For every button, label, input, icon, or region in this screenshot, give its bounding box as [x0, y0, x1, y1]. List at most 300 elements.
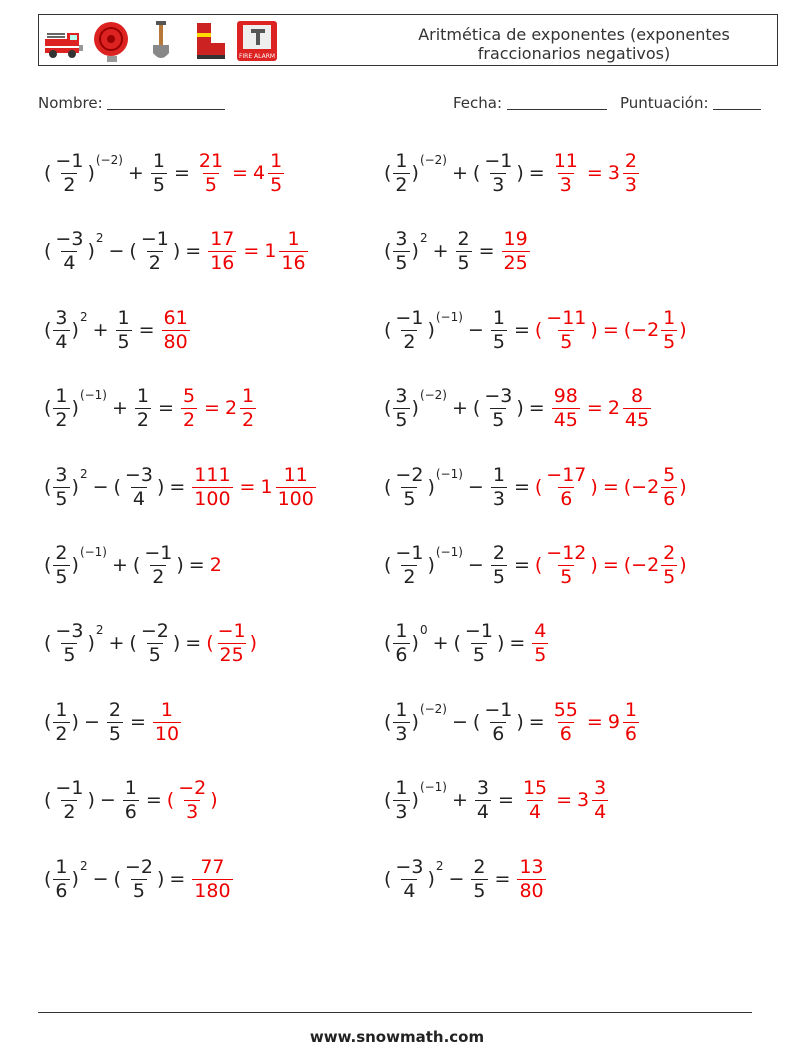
operator: = — [158, 397, 174, 419]
denominator: 5 — [492, 408, 505, 431]
text: ) — [71, 711, 79, 733]
denominator: 80 — [163, 330, 188, 353]
numerator: 3 — [395, 227, 408, 250]
fraction — [393, 463, 425, 510]
numerator: 61 — [163, 306, 188, 329]
fraction — [208, 227, 236, 274]
answer — [206, 227, 309, 274]
denominator: 5 — [472, 643, 485, 666]
problem-item — [44, 221, 310, 281]
exponent: (−2) — [95, 153, 123, 167]
fraction — [276, 463, 316, 510]
denominator: 16 — [281, 251, 306, 274]
text: ) — [590, 554, 598, 576]
numerator: 4 — [534, 619, 547, 642]
fraction — [393, 149, 409, 196]
numerator: 1 — [395, 149, 408, 172]
exponent: 2 — [435, 859, 444, 873]
fraction — [216, 619, 248, 666]
denominator: 25 — [503, 251, 528, 274]
problem-item — [384, 613, 550, 673]
denominator: 6 — [559, 722, 572, 745]
fraction — [393, 306, 425, 353]
answer — [206, 619, 258, 666]
numerator: 1 — [55, 384, 68, 407]
denominator: 6 — [395, 643, 408, 666]
answer — [190, 463, 318, 510]
fraction — [53, 463, 69, 510]
answer — [160, 306, 192, 353]
numerator: 19 — [503, 227, 528, 250]
whole-number: 1 — [260, 476, 273, 498]
text: ( — [44, 868, 52, 890]
operator: = — [528, 397, 545, 419]
denominator: 16 — [210, 251, 235, 274]
exponent: 2 — [79, 310, 88, 324]
date-blank[interactable] — [507, 109, 607, 110]
operator: = — [494, 868, 511, 890]
numerator: 1 — [124, 776, 137, 799]
fraction — [181, 384, 197, 431]
score-field — [620, 94, 761, 112]
fraction — [393, 384, 409, 431]
problem-item — [44, 849, 235, 909]
text: ( — [472, 711, 481, 733]
denominator: 2 — [182, 408, 196, 431]
fraction — [53, 541, 69, 588]
fraction — [456, 227, 472, 274]
fraction — [482, 698, 514, 745]
denominator: 5 — [395, 408, 408, 431]
denominator: 5 — [204, 173, 217, 196]
denominator: 5 — [55, 565, 68, 588]
fraction — [393, 541, 425, 588]
numerator: 5 — [663, 463, 676, 486]
operator: − — [83, 711, 100, 733]
fraction — [491, 306, 507, 353]
denominator: 2 — [136, 408, 150, 431]
denominator: 3 — [492, 487, 505, 510]
text: ) — [411, 789, 419, 811]
fraction — [151, 149, 167, 196]
problem-item — [384, 378, 653, 438]
problem-item — [384, 457, 687, 517]
denominator: 80 — [519, 879, 544, 902]
numerator: 3 — [55, 463, 68, 486]
denominator: 2 — [63, 173, 76, 196]
numerator: −1 — [395, 306, 424, 329]
fraction — [544, 463, 588, 510]
numerator: 77 — [200, 855, 225, 878]
worksheet-header — [38, 14, 778, 66]
fire-boot-icon — [187, 19, 231, 63]
fraction — [661, 541, 677, 588]
text: ( — [166, 789, 175, 811]
numerator: −3 — [395, 855, 424, 878]
text: ) — [516, 397, 524, 419]
denominator: 4 — [63, 251, 76, 274]
denominator: 5 — [492, 330, 505, 353]
fraction — [53, 306, 69, 353]
numerator: 2 — [492, 541, 505, 564]
problem-item — [44, 770, 218, 830]
denominator: 5 — [560, 330, 573, 353]
answer — [530, 619, 550, 666]
numerator: −11 — [546, 306, 587, 329]
text: ) — [172, 240, 181, 262]
denominator: 5 — [132, 879, 145, 902]
denominator: 2 — [403, 565, 416, 588]
denominator: 2 — [152, 565, 165, 588]
text: ( — [206, 632, 214, 654]
text: ( — [129, 632, 137, 654]
answer — [500, 227, 532, 274]
text: ( — [113, 476, 121, 498]
denominator: 5 — [395, 251, 408, 274]
fraction — [661, 306, 677, 353]
exponent: (−1) — [435, 467, 463, 481]
answer — [151, 698, 183, 745]
text: ) — [679, 554, 687, 576]
denominator: 5 — [403, 487, 416, 510]
exponent: (−1) — [79, 545, 107, 559]
denominator: 5 — [457, 251, 470, 274]
text: ( — [384, 554, 392, 576]
text: ( — [44, 476, 52, 498]
text: ) — [156, 476, 165, 498]
answer — [515, 855, 547, 902]
text: ( — [44, 711, 52, 733]
operator: + — [432, 240, 449, 262]
fraction — [623, 149, 639, 196]
whole-number: 2 — [607, 397, 620, 419]
text: ) — [71, 476, 79, 498]
denominator: 5 — [55, 487, 68, 510]
operator: = — [513, 476, 530, 498]
text: ) — [71, 319, 79, 341]
text: ( — [384, 162, 392, 184]
text: ( — [534, 554, 543, 576]
fire-truck-icon — [43, 19, 87, 63]
operator: + — [452, 789, 468, 811]
numerator: 21 — [198, 149, 224, 172]
operator: = — [188, 554, 205, 576]
denominator: 100 — [194, 487, 231, 510]
denominator: 5 — [534, 643, 547, 666]
denominator: 3 — [395, 800, 408, 823]
fraction — [53, 698, 69, 745]
numerator: −17 — [546, 463, 587, 486]
operator: = — [243, 240, 260, 262]
numerator: 98 — [553, 384, 578, 407]
operator: = — [586, 711, 603, 733]
operator: = — [509, 632, 526, 654]
operator: + — [108, 632, 125, 654]
fraction — [552, 698, 580, 745]
problem-item — [384, 300, 687, 360]
fraction — [491, 541, 507, 588]
numerator: −12 — [546, 541, 587, 564]
problem-item — [44, 613, 257, 673]
problem-item — [384, 770, 610, 830]
text: ( — [44, 554, 52, 576]
answer — [550, 698, 641, 745]
operator: = — [478, 240, 495, 262]
text: ) — [172, 632, 181, 654]
denominator: 2 — [395, 173, 408, 196]
text: ) — [249, 632, 258, 654]
text: ( — [44, 162, 52, 184]
text: ( — [384, 711, 392, 733]
text: ) — [411, 397, 419, 419]
denominator: 3 — [186, 800, 199, 823]
numerator: 2 — [457, 227, 470, 250]
fraction — [139, 619, 171, 666]
fraction — [552, 384, 580, 431]
text: ) — [87, 789, 95, 811]
operator: − — [99, 789, 116, 811]
numerator: −2 — [140, 619, 169, 642]
operator: = — [239, 476, 256, 498]
exponent: (−1) — [79, 388, 107, 402]
fraction — [53, 149, 85, 196]
text: ( — [384, 632, 392, 654]
operator: + — [112, 397, 128, 419]
numerator: −1 — [55, 149, 84, 172]
text: ( — [44, 319, 52, 341]
denominator: 5 — [560, 565, 573, 588]
numerator: −3 — [55, 227, 84, 250]
answer — [550, 149, 641, 196]
numerator: 1 — [492, 306, 505, 329]
answer — [550, 384, 653, 431]
text: ( — [384, 240, 392, 262]
denominator: 6 — [55, 879, 68, 902]
fraction — [661, 463, 677, 510]
fraction — [502, 227, 530, 274]
fraction — [475, 776, 491, 823]
numerator: −2 — [124, 855, 153, 878]
exponent: (−1) — [419, 780, 447, 794]
exponent: 2 — [419, 231, 428, 245]
text: ( — [534, 319, 543, 341]
operator: = — [513, 554, 530, 576]
name-blank[interactable] — [107, 109, 225, 110]
whole-number: 3 — [577, 789, 590, 811]
header-icons — [43, 19, 279, 63]
fraction — [471, 855, 487, 902]
shovel-icon — [139, 19, 183, 63]
operator: = — [173, 162, 190, 184]
fraction — [53, 384, 69, 431]
numerator: 1 — [55, 698, 68, 721]
text: ) — [411, 632, 419, 654]
text: ( — [44, 240, 52, 262]
exponent: 2 — [95, 623, 104, 637]
numerator: −1 — [484, 149, 513, 172]
score-blank[interactable] — [713, 109, 761, 110]
text: ) — [516, 711, 524, 733]
operator: − — [467, 476, 484, 498]
problem-item — [384, 849, 548, 909]
numerator: 1 — [270, 149, 283, 172]
text: ) — [679, 476, 687, 498]
fraction — [268, 149, 284, 196]
fraction — [176, 776, 208, 823]
fraction — [482, 149, 514, 196]
numerator: 11 — [283, 463, 308, 486]
denominator: 5 — [63, 643, 76, 666]
text: ) — [516, 162, 524, 184]
fraction — [53, 619, 85, 666]
answer — [190, 855, 234, 902]
fraction — [123, 855, 155, 902]
numerator: 3 — [476, 776, 490, 799]
operator: = — [528, 711, 545, 733]
text: ( — [384, 319, 392, 341]
worksheet-title: Aritmética de exponentes (exponentes fraccionarios negativos) — [418, 25, 730, 63]
operator: = — [602, 476, 619, 498]
fraction — [544, 306, 588, 353]
numerator: 11 — [553, 149, 578, 172]
denominator: 5 — [473, 879, 486, 902]
denominator: 4 — [132, 487, 145, 510]
exponent: 2 — [79, 467, 88, 481]
whole-number: 1 — [264, 240, 277, 262]
exponent: (−2) — [419, 388, 447, 402]
fraction — [521, 776, 549, 823]
text: ) — [156, 868, 165, 890]
operator: = — [513, 319, 530, 341]
operator: − — [92, 868, 109, 890]
text: ( — [44, 632, 52, 654]
text: ) — [87, 240, 95, 262]
answer — [195, 149, 286, 196]
operator: = — [586, 162, 603, 184]
operator: + — [112, 554, 128, 576]
numerator: 2 — [108, 698, 121, 721]
numerator: −1 — [55, 776, 84, 799]
score-label: Puntuación: — [620, 94, 709, 112]
denominator: 6 — [560, 487, 573, 510]
denominator: 2 — [242, 408, 255, 431]
operator: = — [498, 789, 514, 811]
problem-item — [384, 143, 641, 203]
operator: − — [467, 319, 484, 341]
denominator: 5 — [148, 643, 161, 666]
text: ) — [427, 868, 435, 890]
denominator: 100 — [277, 487, 314, 510]
fraction — [393, 698, 409, 745]
operator: = — [602, 554, 619, 576]
fraction — [393, 227, 409, 274]
fraction — [544, 541, 588, 588]
exponent: (−1) — [435, 545, 463, 559]
answer — [534, 541, 687, 588]
numerator: 15 — [522, 776, 548, 799]
whole-number: 9 — [607, 711, 620, 733]
numerator: −1 — [140, 227, 169, 250]
denominator: 4 — [55, 330, 68, 353]
fraction — [142, 541, 174, 588]
numerator: 2 — [624, 149, 637, 172]
fraction — [116, 306, 132, 353]
text: ) — [71, 397, 79, 419]
numerator: −1 — [144, 541, 173, 564]
denominator: 4 — [528, 800, 542, 823]
operator: = — [138, 319, 155, 341]
operator: − — [452, 711, 468, 733]
numerator: −1 — [464, 619, 493, 642]
text: ( — [472, 162, 481, 184]
alarm-box-label: FIRE ALARM — [238, 53, 276, 60]
problem-item — [44, 143, 286, 203]
fraction — [623, 384, 651, 431]
fraction — [192, 463, 232, 510]
numerator: 1 — [492, 463, 505, 486]
problem-item — [44, 457, 318, 517]
text: ) — [87, 632, 95, 654]
numerator: 1 — [395, 776, 408, 799]
text: ( — [384, 789, 392, 811]
answer — [519, 776, 610, 823]
fraction — [517, 855, 545, 902]
whole-number: 2 — [224, 397, 238, 419]
problem-item — [44, 300, 192, 360]
fraction — [491, 463, 507, 510]
numerator: 3 — [55, 306, 68, 329]
problem-item — [44, 692, 183, 752]
denominator: 6 — [492, 722, 505, 745]
fraction — [153, 698, 181, 745]
operator: = — [185, 240, 202, 262]
fraction — [279, 227, 307, 274]
numerator: 1 — [136, 384, 150, 407]
denominator: 25 — [219, 643, 244, 666]
fraction — [482, 384, 514, 431]
operator: = — [129, 711, 146, 733]
text: ) — [71, 554, 79, 576]
numerator: −2 — [178, 776, 207, 799]
text: (−2 — [623, 319, 660, 341]
name-label: Nombre: — [38, 94, 103, 112]
numerator: 1 — [663, 306, 676, 329]
fraction — [53, 855, 69, 902]
fraction — [463, 619, 495, 666]
whole-number: 3 — [607, 162, 620, 184]
numerator: 1 — [287, 227, 300, 250]
denominator: 5 — [117, 330, 130, 353]
problem-item — [384, 535, 687, 595]
numerator: −3 — [55, 619, 84, 642]
date-label: Fecha: — [453, 94, 503, 112]
fraction — [107, 698, 123, 745]
text: ) — [427, 476, 435, 498]
fraction — [192, 855, 232, 902]
denominator: 5 — [663, 330, 676, 353]
fraction — [240, 384, 256, 431]
text: ( — [453, 632, 461, 654]
numerator: 1 — [117, 306, 130, 329]
denominator: 2 — [55, 722, 68, 745]
numerator: 2 — [473, 855, 486, 878]
denominator: 6 — [663, 487, 676, 510]
operator: − — [108, 240, 125, 262]
operator: = — [185, 632, 202, 654]
text: ) — [87, 162, 95, 184]
fraction — [53, 776, 85, 823]
numerator: −1 — [395, 541, 424, 564]
